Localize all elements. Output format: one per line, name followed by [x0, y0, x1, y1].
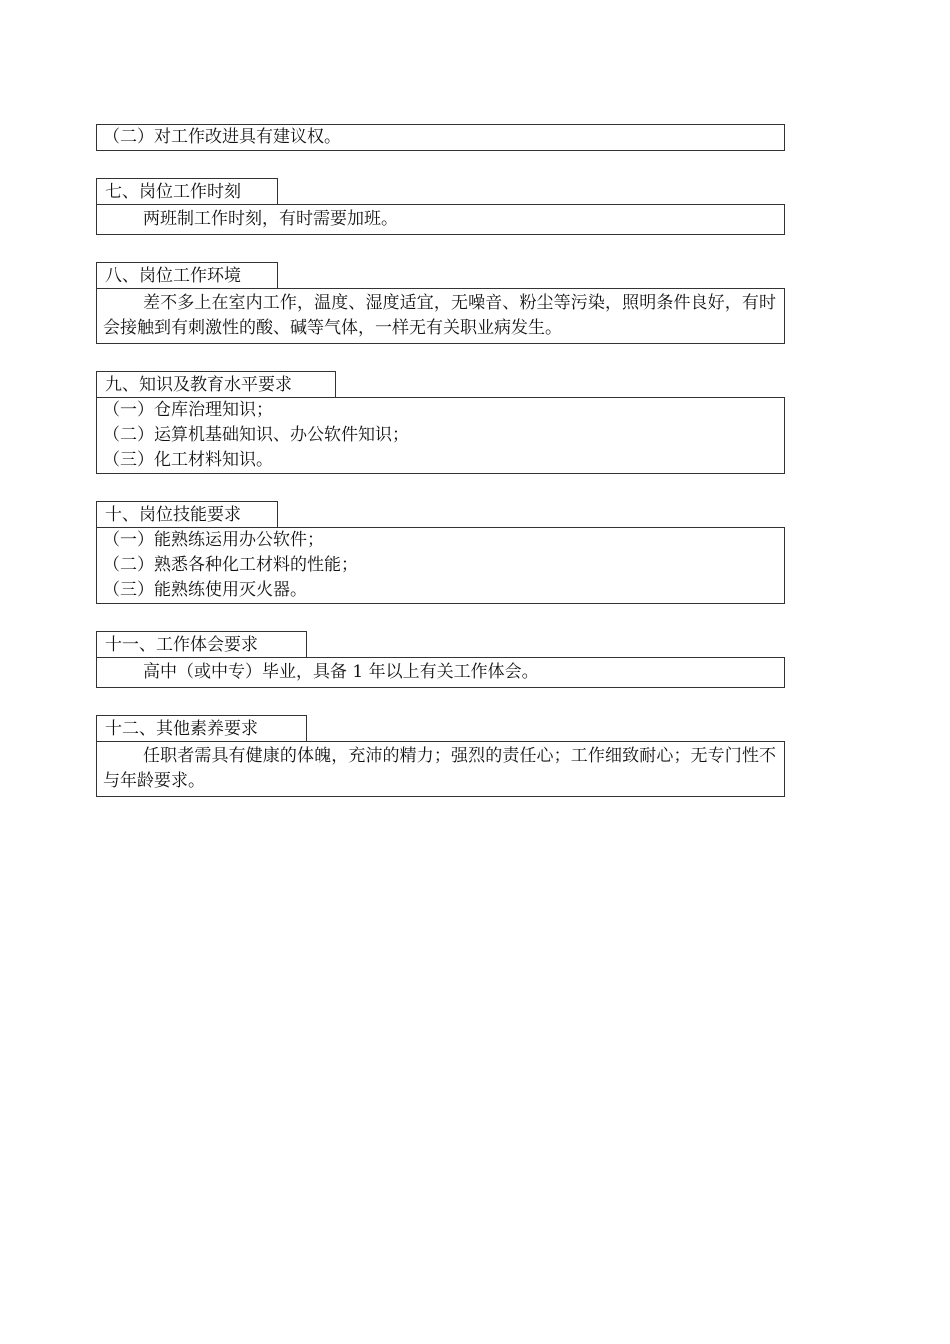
section-content	[96, 204, 785, 235]
section-heading: 十一、工作体会要求	[96, 631, 307, 657]
list-item: （三）能熟练使用灭火器。	[103, 580, 307, 600]
section-experience-requirements	[96, 631, 785, 688]
section-work-hours	[96, 178, 785, 235]
section-content	[96, 397, 785, 474]
top-item-box	[96, 124, 785, 151]
section-heading: 八、岗位工作环境	[96, 262, 278, 288]
top-item-text: （二）对工作改进具有建议权。	[103, 127, 341, 147]
list-item: （二）熟悉各种化工材料的性能；	[103, 555, 358, 575]
section-knowledge-requirements	[96, 371, 785, 474]
section-content	[96, 741, 785, 797]
section-paragraph: 两班制工作时刻，有时需要加班。	[143, 209, 398, 229]
section-skill-requirements	[96, 501, 785, 604]
section-paragraph: 任职者需具有健康的体魄，充沛的精力；强烈的责任心；工作细致耐心；无专门性不与年龄要求。	[103, 746, 776, 791]
section-other-requirements	[96, 715, 785, 797]
section-heading: 十、岗位技能要求	[96, 501, 278, 527]
section-content	[96, 657, 785, 688]
list-item: （二）运算机基础知识、办公软件知识；	[103, 425, 409, 445]
section-heading: 七、岗位工作时刻	[96, 178, 278, 204]
list-item: （一）能熟练运用办公软件；	[103, 530, 324, 550]
section-paragraph: 差不多上在室内工作，温度、湿度适宜，无噪音、粉尘等污染，照明条件良好，有时会接触到有刺激性的酸、碱等气体，一样无有关职业病发生。	[103, 293, 776, 338]
section-work-environment	[96, 262, 785, 344]
section-heading: 十二、其他素养要求	[96, 715, 307, 741]
section-paragraph: 高中（或中专）毕业，具备 1 年以上有关工作体会。	[143, 662, 539, 682]
list-item: （一）仓库治理知识；	[103, 400, 273, 420]
document-page	[96, 124, 785, 797]
section-content	[96, 288, 785, 344]
section-content	[96, 527, 785, 604]
list-item: （三）化工材料知识。	[103, 450, 273, 470]
section-heading: 九、知识及教育水平要求	[96, 371, 336, 397]
